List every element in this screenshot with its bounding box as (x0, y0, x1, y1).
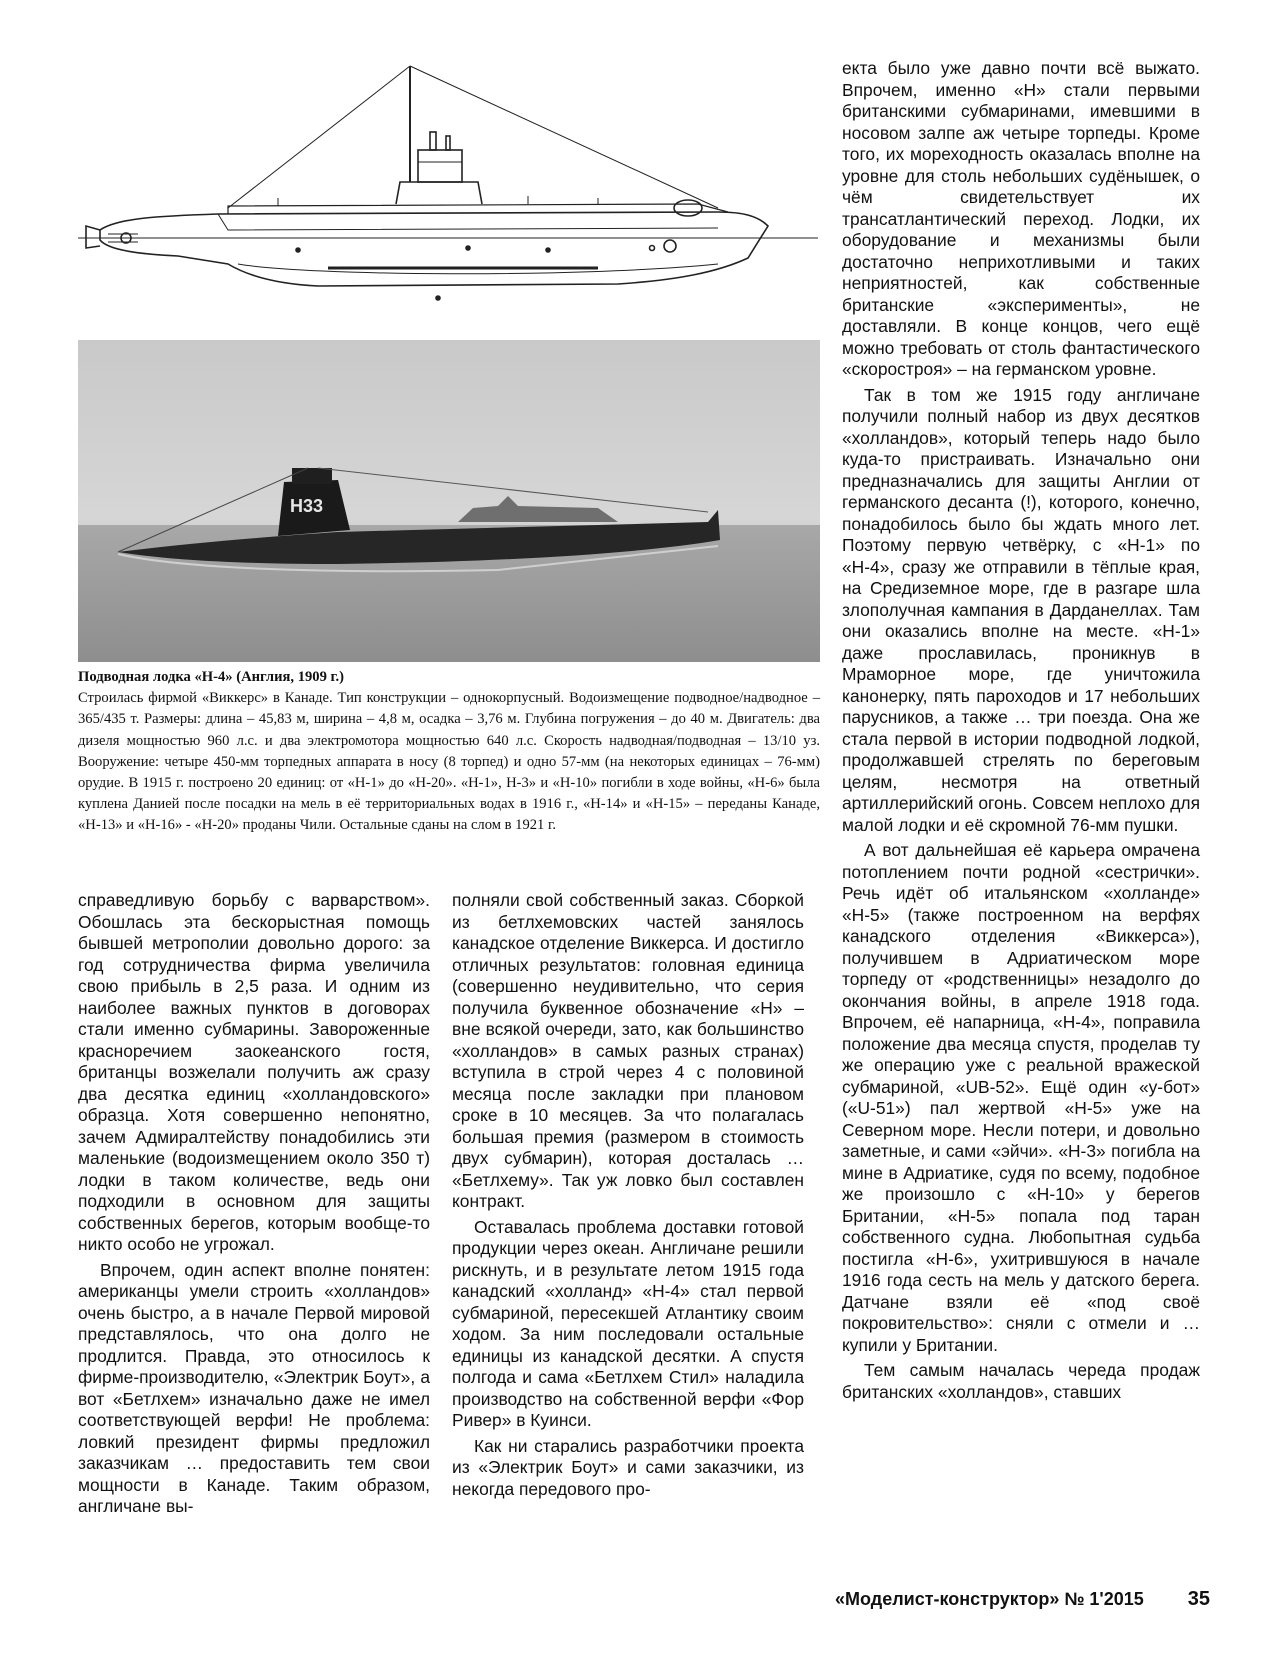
magazine-title: «Моделист-конструктор» № 1'2015 (835, 1589, 1144, 1609)
paragraph: полняли свой собственный заказ. Сборкой из бетлхемовских частей занялось канадское отделение Виккерса. И достигло отличных результатов: головная единица (совершенно неудивительно, что серия получила буквенное обозначение «Н» – вне всякой очереди, зато, как большинство «холландов» в самых разных странах) вступила в строй через 4 с половиной месяца после закладки при плановом сроке в 10 месяцев. За что полагалась большая премия (размером в стоимость двух субмарин), которая досталась … «Бетлхему». Так уж ловко был составлен контракт. (452, 890, 804, 1211)
page-footer (490, 1588, 1210, 1611)
text-column-right (842, 58, 1200, 1407)
caption-text: Строилась фирмой «Виккерс» в Канаде. Тип конструкции – однокорпусный. Водоизмещение подводное/надводное – 365/435 т. Размеры: длина – 45,83 м, ширина – 4,8 м, осадка – 3,76 м. Глубина погружения – до 40 м. Двигатель: два дизеля мощностью 960 л.с. и два электромотора мощностью 640 л.с. Скорость надводная/подводная – 13/10 уз. Вооружение: четыре 450-мм торпедных аппарата в носу (8 торпед) и одно 57-мм (на некоторых единицах – 76-мм) орудие. В 1915 г. построено 20 единиц: от «Н-1» до «Н-20». «Н-1», Н-3» и «Н-10» погибли в ходе войны, «Н-6» была куплена Данией после посадки на мель в её территориальных водах в 1916 г., «Н-14» и «Н-15» – переданы Канаде, «Н-13» и «Н-16» - «Н-20» проданы Чили. Остальные сданы на слом в 1921 г. (78, 690, 820, 834)
submarine-photo (78, 340, 820, 662)
paragraph: справедливую борьбу с варварством». Обошлась эта бескорыстная помощь бывшей метрополии довольно дорого: за год сотрудничества фирма увеличила свою прибыль в 2,5 раза. И одним из наиболее важных пунктов в договорах стали именно субмарины. Завороженные красноречием заокеанского гостя, британцы возжелали получить аж сразу два десятка единиц «холландовского» образца. Хотя совершенно непонятно, зачем Адмиралтейству понадобились эти маленькие (водоизмещением около 350 т) лодки в таком количестве, ведь они подходили в основном для защиты собственных берегов, которым вообще-то никто особо не угрожал. (78, 890, 430, 1254)
text-column-middle (452, 890, 804, 1504)
figure-caption (78, 667, 820, 837)
paragraph: Как ни старались разработчики проекта из «Электрик Боут» и сами заказчики, из некогда передового про- (452, 1435, 804, 1499)
caption-title: Подводная лодка «Н-4» (Англия, 1909 г.) (78, 669, 345, 685)
paragraph: Оставалась проблема доставки готовой продукции через океан. Англичане решили рискнуть, и в результате летом 1915 года канадский «холланд» «Н-4» стал первой субмариной, пересекшей Атлантику своим ходом. За ним последовали остальные единицы из канадской десятки. А спустя полгода и сама «Бетлхем Стил» наладила производство на собственной верфи «Фор Ривер» в Куинси. (452, 1216, 804, 1430)
distant-ship (458, 496, 618, 522)
paragraph: Тем самым началась череда продаж британских «холландов», ставших (842, 1360, 1200, 1402)
text-column-left (78, 890, 430, 1522)
page-number: 35 (1187, 1588, 1210, 1610)
paragraph: екта было уже давно почти всё выжато. Впрочем, именно «Н» стали первыми британскими субмаринами, имевшими в носовом залпе аж четыре торпеды. Кроме того, их мореходность оказалась вполне на уровне для столь небольших судёнышек, о чём свидетельствует их трансатлантический переход. Лодки, их оборудование и механизмы были достаточно неприхотливыми и таких неприятностей, как собственные британские «эксперименты», не доставляли. В конце концов, чего ещё можно требовать от столь фантастического «скоростроя» – на германском уровне. (842, 58, 1200, 379)
paragraph: Впрочем, один аспект вполне понятен: американцы умели строить «холландов» очень быстро, а в начале Первой мировой представлялось, что она долго не продлится. Правда, это относилось к фирме-производителю, «Электрик Боут», а вот «Бетлхем» изначально даже не имел соответствующей верфи! Не проблема: ловкий президент фирмы предложил заказчикам … предоставить тем свои мощности в Канаде. Таким образом, англичане вы- (78, 1259, 430, 1516)
paragraph: А вот дальнейшая её карьера омрачена потоплением почти родной «сестрички». Речь идёт об итальянском «холланде» «Н-5» (также построенном на верфях канадского отделения «Виккерса»), получившем в Адриатическом море торпеду от «родственницы» незадолго до окончания войны, в апреле 1918 года. Впрочем, её напарница, «Н-4», поправила положение два месяца спустя, проделав ту же операцию уже с реальной вражеской субмариной, «UB-52». Ещё один «у-бот» («U-51») пал жертвой «Н-5» уже на Северном море. Несли потери, и довольно заметные, и сами «эйчи». «Н-3» погибла на мине в Адриатике, судя по всему, подобное же произошло с «Н-10» у берегов Британии, «Н-5» попала под таран собственного судна. Любопытная судьба постигла «Н-6», ухитрившуюся в начале 1916 года сесть на мель у датского берега. Датчане взяли её «под своё покровительство»: сняли с отмели и … купили у Британии. (842, 840, 1200, 1355)
submarine-drawing (78, 58, 818, 328)
paragraph: Так в том же 1915 году англичане получили полный набор из двух десятков «холландов», который теперь надо было куда-то пристраивать. Изначально они предназначались для защиты Англии от германского десанта (!), которого, конечно, понадобилось было бы ждать много лет. Поэтому первую четвёрку, с «Н-1» по «Н-4», сразу же отправили в тёплые края, на Средиземное море, где в разгаре шла злополучная кампания в Дарданеллах. Там они оказались вполне на месте. «Н-1» даже прославилась, проникнув в Мраморное море, где уничтожила канонерку, пять пароходов и 17 небольших парусников, а также … три поезда. Она же стала первой в истории подводной лодкой, продолжавшей стрелять по береговым целям, несмотря на ответный артиллерийский огонь. Совсем неплохо для малой лодки и её скромной 76-мм пушки. (842, 384, 1200, 835)
hull-number: H33 (290, 496, 324, 516)
